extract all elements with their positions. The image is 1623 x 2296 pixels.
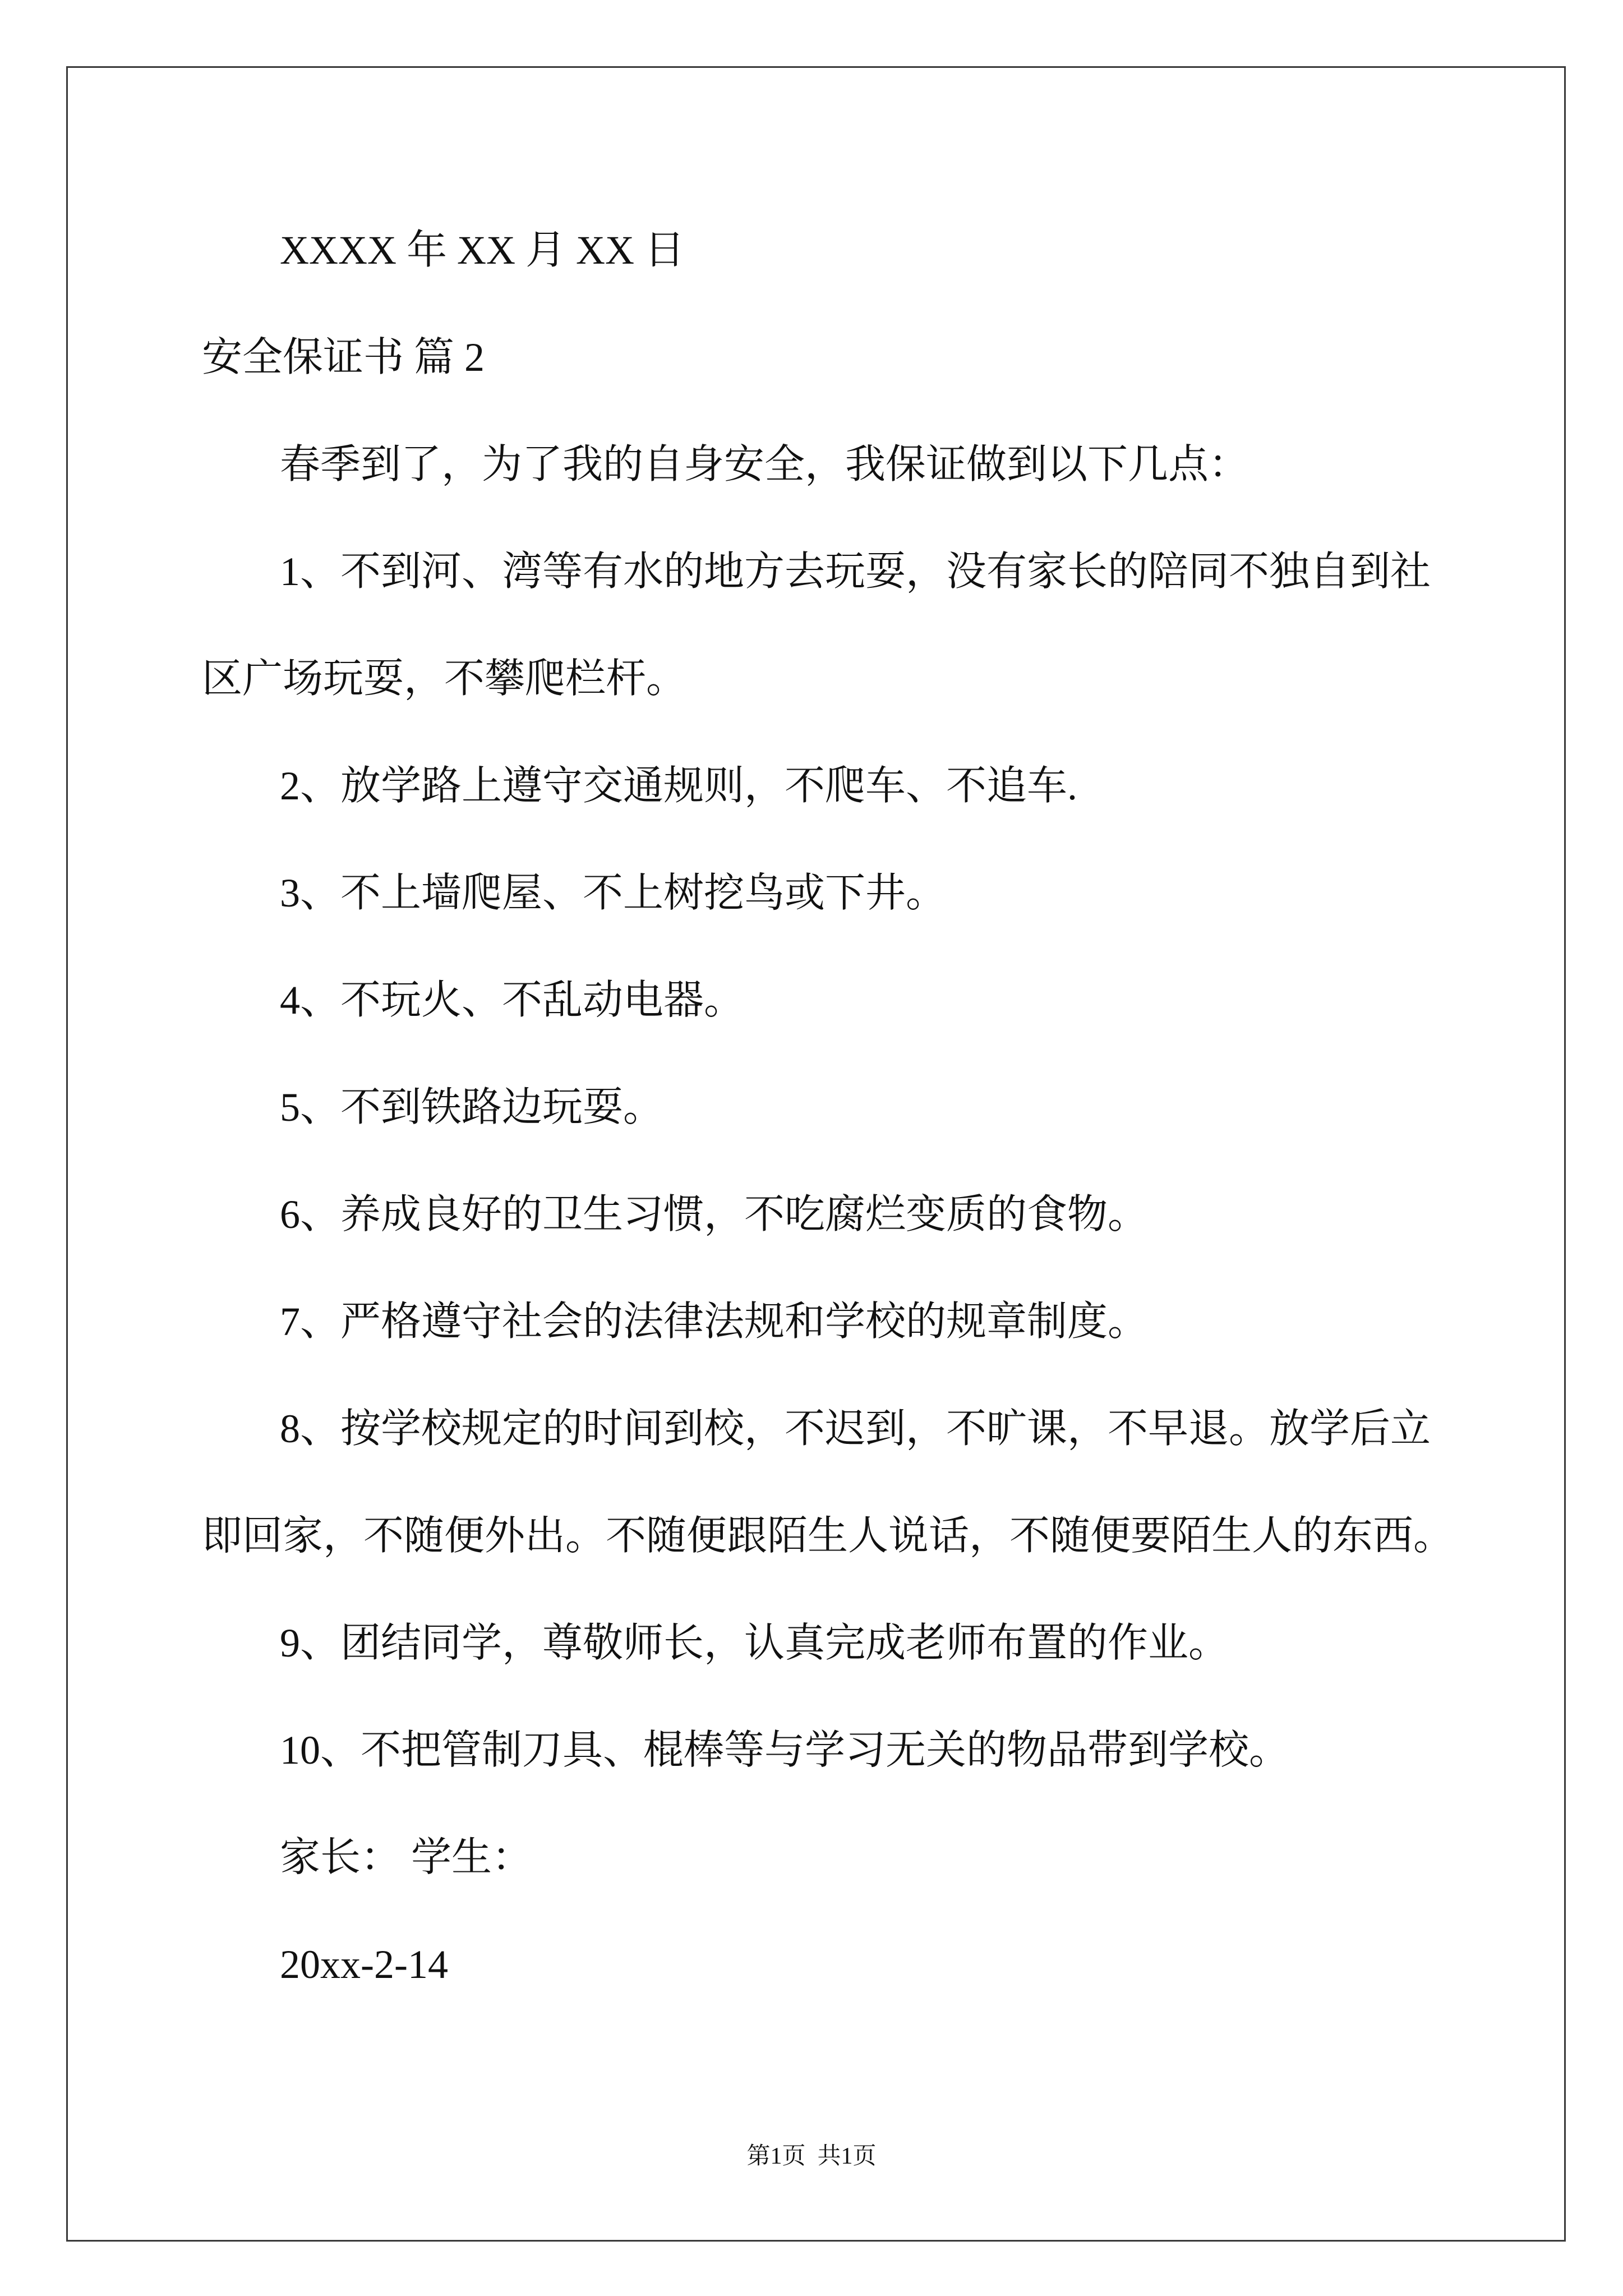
item-6: 6、养成良好的卫生习惯，不吃腐烂变质的食物。 — [280, 1192, 1149, 1237]
page-indicator: 第1页 共1页 — [746, 2143, 877, 2169]
item-10: 10、不把管制刀具、棍棒等与学习无关的物品带到学校。 — [280, 1728, 1290, 1773]
item-7: 7、严格遵守社会的法律法规和学校的规章制度。 — [280, 1299, 1149, 1344]
item-9: 9、团结同学，尊敬师长，认真完成老师布置的作业。 — [280, 1621, 1229, 1665]
item-5: 5、不到铁路边玩耍。 — [280, 1085, 664, 1130]
item-1-line-2: 区广场玩耍，不攀爬栏杆。 — [202, 656, 687, 701]
intro-paragraph: 春季到了，为了我的自身安全，我保证做到以下几点： — [280, 442, 1249, 487]
item-8-line-1: 8、按学校规定的时间到校，不迟到，不旷课，不早退。放学后立 — [280, 1406, 1431, 1451]
item-3: 3、不上墙爬屋、不上树挖鸟或下井。 — [280, 871, 947, 915]
date-line: XXXX 年 XX 月 XX 日 — [280, 228, 685, 273]
document-heading: 安全保证书 篇 2 — [202, 335, 485, 380]
document-body — [202, 197, 1525, 2018]
item-1-line-1: 1、不到河、湾等有水的地方去玩耍，没有家长的陪同不独自到社 — [280, 549, 1431, 594]
item-4: 4、不玩火、不乱动电器。 — [280, 978, 745, 1023]
item-8-line-2: 即回家，不随便外出。不随便跟陌生人说话，不随便要陌生人的东西。 — [202, 1513, 1454, 1558]
sign-date: 20xx-2-14 — [280, 1942, 448, 1987]
signature-line: 家长： 学生： — [280, 1835, 533, 1880]
item-2: 2、放学路上遵守交通规则，不爬车、不追车. — [280, 763, 1078, 808]
